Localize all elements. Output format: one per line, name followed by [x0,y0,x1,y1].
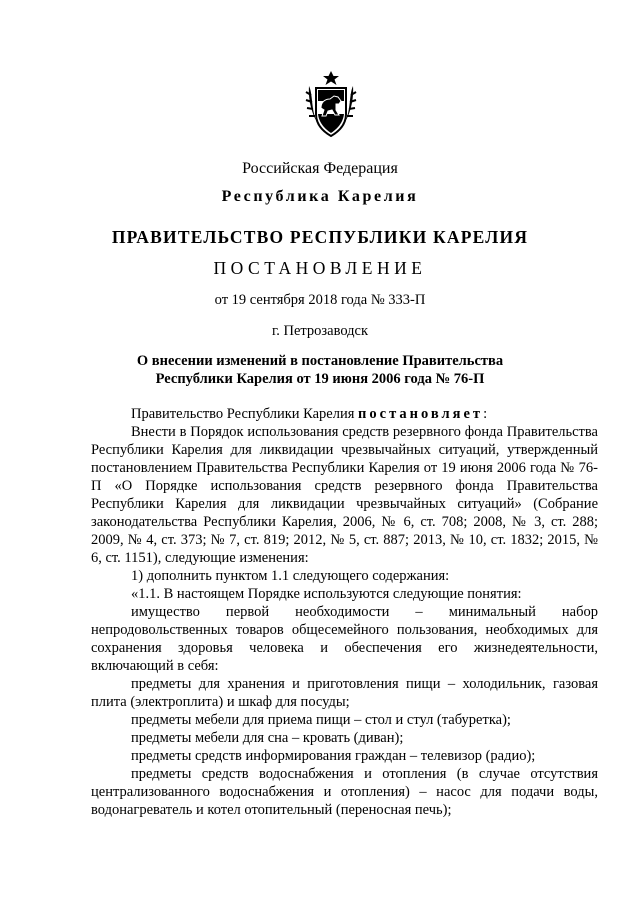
intro-suffix: : [483,406,488,422]
karelia-coat-of-arms-icon [303,70,359,138]
subject-line-2: Республики Карелия от 19 июня 2006 года № 76-П [155,371,485,387]
paragraph-item-1: 1) дополнить пунктом 1.1 следующего содержания: [131,568,450,584]
paragraph-food-storage: предметы для хранения и приготовления пищи – холодильник, газовая плита (электроплита) и шкаф для посуды; [91,676,598,710]
document-type: ПОСТАНОВЛЕНИЕ [213,258,427,278]
republic-name: Республика Карелия [221,188,419,205]
document-subject [0,352,640,388]
government-title: ПРАВИТЕЛЬСТВО РЕСПУБЛИКИ КАРЕЛИЯ [111,227,529,247]
document-city: г. Петрозаводск [271,323,369,339]
paragraph-amendment: Внести в Порядок использования средств резервного фонда Правительства Республики Карелия для ликвидации чрезвычайных ситуаций, утвержденный постановлением Правительства Республики Карелия от 19 июня 2006 года № 76-П «О Порядке использования средств резервного фонда Правительства Республики Карелия для ликвидации чрезвычайных ситуаций» (Собрание законодательства Республики Карелия, 2006, № 6, ст. 708; 2008, № 3, ст. 288; 2009, № 4, ст. 373; № 7, ст. 819; 2012, № 5, ст. 887; 2013, № 10, ст. 1832; 2015, № 6, ст. 1151), следующие изменения: [91,424,598,566]
paragraph-definitions: «1.1. В настоящем Порядке используются следующие понятия: [131,586,522,602]
paragraph-dining-furniture: предметы мебели для приема пищи – стол и стул (табуретка); [131,712,511,728]
intro-verb: постановляет [358,406,484,422]
document-body [91,405,598,819]
subject-line-1: О внесении изменений в постановление Правительства [136,353,504,369]
intro-prefix: Правительство Республики Карелия [131,406,355,422]
paragraph-property-definition: имущество первой необходимости – минимальный набор непродовольственных товаров общесемейного пользования, необходимых для сохранения здоровья человека и обеспечения его жизнедеятельности, включающий в себя: [91,604,598,674]
document-date-number: от 19 сентября 2018 года № 333-П [214,292,426,308]
country-name: Российская Федерация [242,160,398,177]
intro-paragraph [91,405,598,423]
paragraph-information-means: предметы средств информирования граждан – телевизор (радио); [131,748,536,764]
paragraph-sleeping-furniture: предметы мебели для сна – кровать (диван); [131,730,404,746]
paragraph-water-heating: предметы средств водоснабжения и отопления (в случае отсутствия централизованного водоснабжения и отопления) – насос для подачи воды, водонагреватель и котел отопительный (переносная печь); [91,766,598,818]
